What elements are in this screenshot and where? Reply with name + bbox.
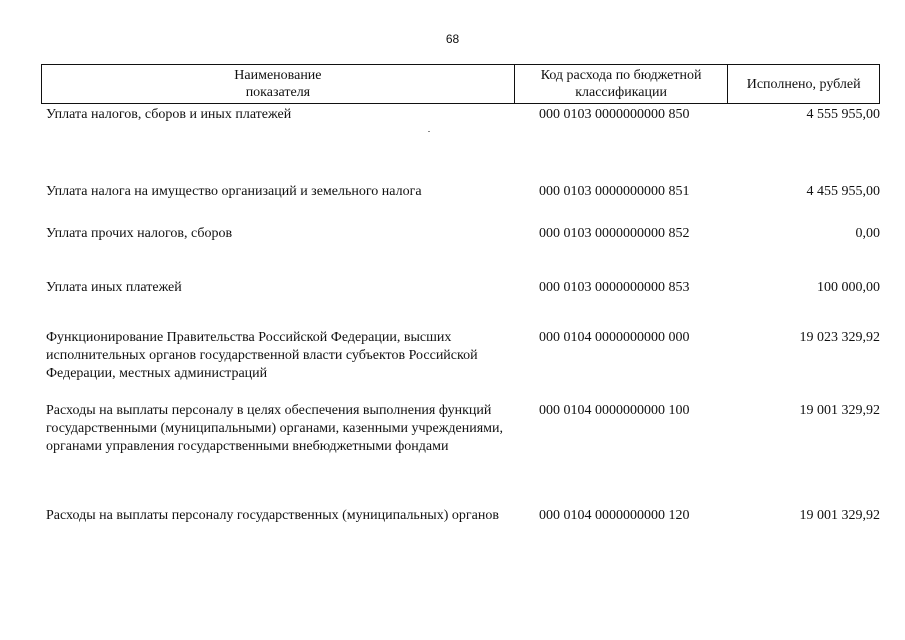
row-amount: 100 000,00 [817,280,880,295]
row-amount: 19 001 329,92 [799,508,880,523]
row-name: Расходы на выплаты персоналу в целях обеспечения выполнения функций государственными (муниципальными) органами, казенными учреждениями, органами управления государственными внебюджетными фондами [46,403,503,454]
row-amount: 19 023 329,92 [799,330,880,345]
header-name-line1: Наименование [234,68,322,83]
row-code: 000 0103 0000000000 850 [539,107,690,122]
scan-speck [428,131,430,132]
header-name-column [42,65,514,103]
row-name: Уплата иных платежей [46,280,182,295]
row-name: Уплата налогов, сборов и иных платежей [46,107,292,122]
header-code-line2: классификации [575,85,667,100]
row-amount: 0,00 [855,226,880,241]
row-amount: 19 001 329,92 [799,403,880,418]
row-code: 000 0104 0000000000 000 [539,330,690,345]
page-number: 68 [445,32,460,46]
header-code-column [514,65,728,103]
header-code-line1: Код расхода по бюджетной [540,68,702,83]
row-name: Уплата налога на имущество организаций и земельного налога [46,184,422,199]
row-name: Уплата прочих налогов, сборов [46,226,233,241]
row-amount: 4 455 955,00 [806,184,880,199]
row-code: 000 0103 0000000000 852 [539,226,690,241]
header-executed-label: Исполнено, рублей [746,76,861,92]
header-executed-column [727,65,879,103]
row-code: 000 0104 0000000000 120 [539,508,690,523]
row-code: 000 0103 0000000000 853 [539,280,690,295]
row-name: Расходы на выплаты персоналу государственных (муниципальных) органов [46,508,499,523]
row-name: Функционирование Правительства Российской Федерации, высших исполнительных органов государственной власти субъектов Российской Федерации, местных администраций [46,330,478,381]
row-code: 000 0103 0000000000 851 [539,184,690,199]
row-amount: 4 555 955,00 [806,107,880,122]
table-header [41,64,880,104]
row-code: 000 0104 0000000000 100 [539,403,690,418]
header-name-line2: показателя [245,85,311,100]
